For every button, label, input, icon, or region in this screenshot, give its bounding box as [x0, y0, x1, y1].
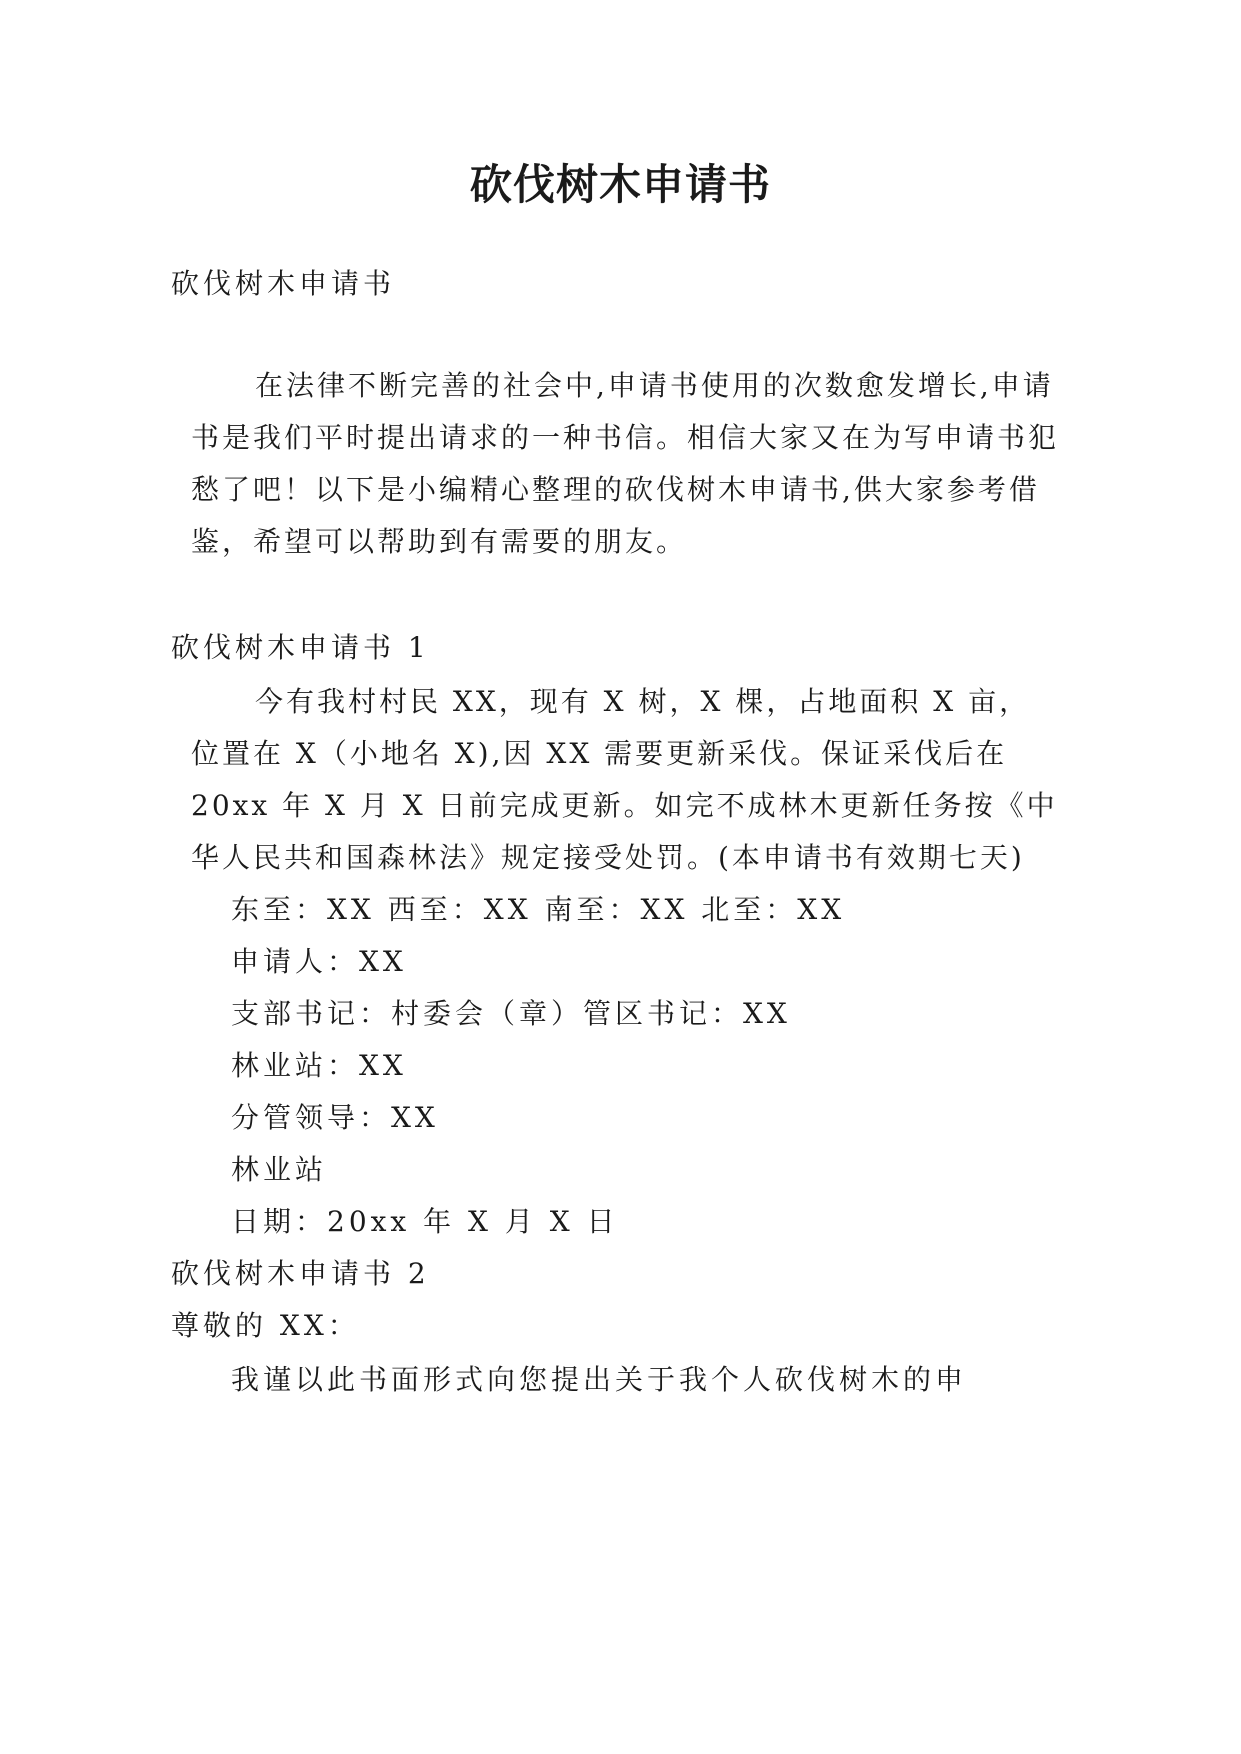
- forestry-station-stamp-line: 林业站: [231, 1153, 328, 1186]
- boundaries-line: 东至：XX 西至：XX 南至：XX 北至：XX: [231, 893, 846, 926]
- salutation-line: 尊敬的 XX：: [171, 1309, 360, 1342]
- section1-heading: 砍伐树木申请书 1: [171, 631, 430, 664]
- forestry-station-line: 林业站：XX: [231, 1049, 407, 1082]
- section2-heading: 砍伐树木申请书 2: [171, 1257, 430, 1290]
- document-subtitle: 砍伐树木申请书: [171, 267, 396, 300]
- section2-body: 我谨以此书面形式向您提出关于我个人砍伐树木的申: [231, 1363, 968, 1396]
- leader-line: 分管领导：XX: [231, 1101, 439, 1134]
- secretaries-line: 支部书记：村委会（章）管区书记：XX: [231, 997, 791, 1030]
- applicant-line: 申请人：XX: [231, 945, 407, 978]
- date-line: 日期：20xx 年 X 月 X 日: [231, 1205, 619, 1238]
- intro-paragraph: 在法律不断完善的社会中,申请书使用的次数愈发增长,申请书是我们平时提出请求的一种书信。相信大家又在为写申请书犯愁了吧！以下是小编精心整理的砍伐树木申请书,供大家参考借鉴，希望可以帮助到有需要的朋友。: [191, 369, 1060, 558]
- section1-body: 今有我村村民 XX，现有 X 树，X 棵，占地面积 X 亩，位置在 X（小地名 X),因 XX 需要更新采伐。保证采伐后在 20xx 年 X 月 X 日前完成更新。如完不成林木更新任务按《中华人民共和国森林法》规定接受处罚。(本申请书有效期七天): [191, 685, 1058, 874]
- document-title: 砍伐树木申请书: [469, 160, 771, 209]
